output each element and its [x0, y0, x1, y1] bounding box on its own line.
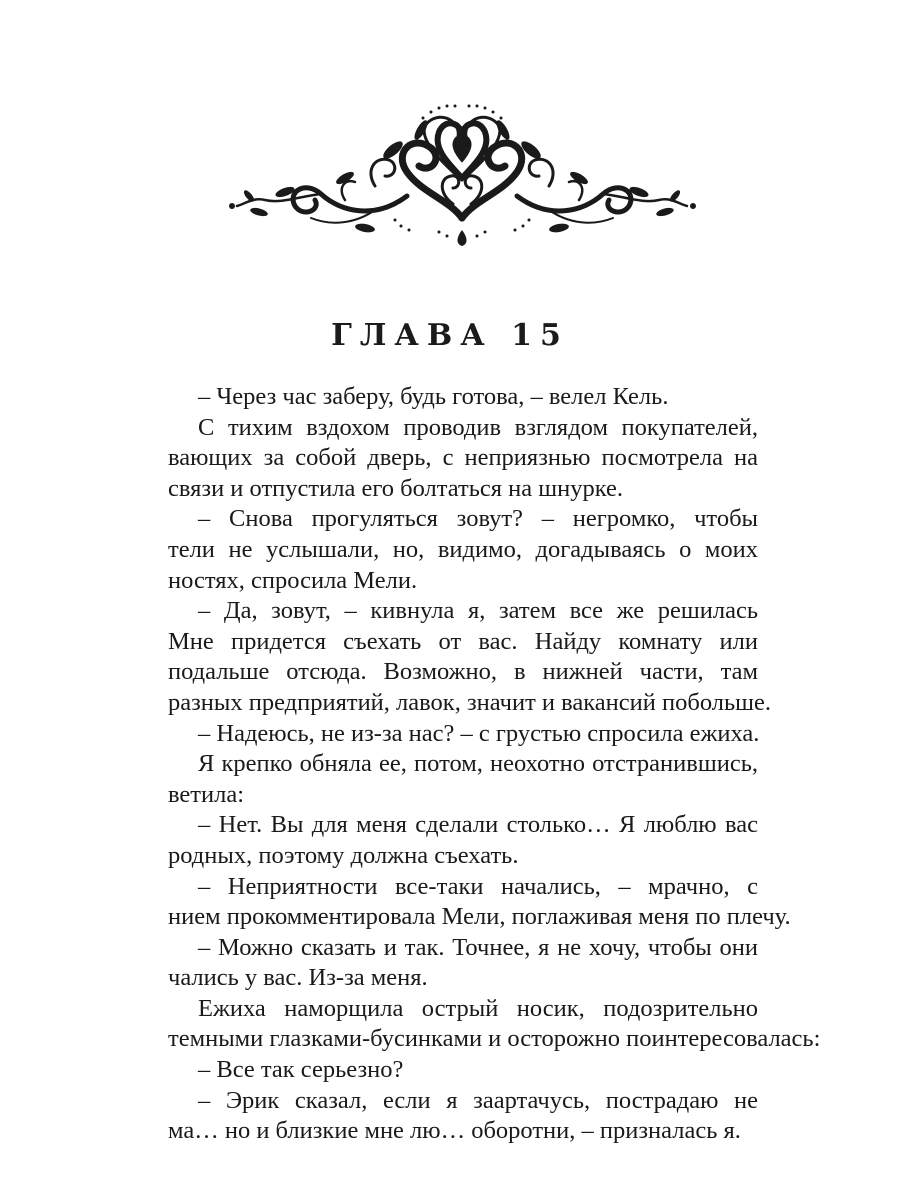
text-line: Мне придется съехать от вас. Найду комнату или — [168, 627, 758, 655]
body-text — [168, 382, 821, 1147]
text-line: – Можно сказать и так. Точнее, я не хочу, чтобы они — [198, 933, 758, 961]
text-line: нием прокомментировала Мели, поглаживая меня по плечу. — [168, 903, 791, 931]
text-line: вающих за собой дверь, с неприязнью посмотрела на — [168, 444, 758, 472]
text-line: – Снова прогуляться зовут? – негромко, чтобы — [198, 505, 758, 533]
text-line: – Через час заберу, будь готова, – велел Кель. — [198, 383, 669, 410]
text-line: ностях, спросила Мели. — [168, 566, 418, 594]
text-line: – Да, зовут, – кивнула я, затем все же решилась — [198, 597, 758, 625]
text-line: тели не услышали, но, видимо, догадываясь о моих — [168, 535, 758, 563]
text-line: связи и отпустила его болтаться на шнурке. — [168, 474, 624, 502]
text-line: темными глазками-бусинками и осторожно поинтересовалась: — [168, 1025, 821, 1053]
text-line: – Нет. Вы для меня сделали столько… Я люблю вас — [198, 811, 758, 839]
text-line: Ежиха наморщила острый носик, подозрительно — [198, 994, 758, 1022]
text-line: – Все так серьезно? — [198, 1056, 404, 1084]
chapter-title: ГЛАВА 15 — [331, 318, 569, 353]
floral-heart-flourish-icon — [225, 100, 700, 260]
text-line: родных, поэтому должна съехать. — [168, 841, 519, 869]
text-line: С тихим вздохом проводив взглядом покупателей, — [198, 413, 758, 441]
text-line: – Неприятности все-таки начались, – мрачно, с — [198, 872, 758, 900]
text-line: подальше отсюда. Возможно, в нижней части, там — [168, 658, 758, 686]
text-line: – Надеюсь, не из-за нас? – с грустью спросила ежиха. — [198, 719, 760, 747]
text-line: разных предприятий, лавок, значит и вакансий побольше. — [168, 688, 772, 716]
text-line: Я крепко обняла ее, потом, неохотно отстранившись, — [198, 750, 758, 778]
text-line: – Эрик сказал, если я заартачусь, пострадаю не — [198, 1086, 758, 1114]
text-line: чались у вас. Из-за меня. — [168, 964, 428, 992]
text-line: ма… но и близкие мне лю… оборотни, – призналась я. — [168, 1117, 741, 1145]
text-line: ветила: — [168, 780, 245, 808]
